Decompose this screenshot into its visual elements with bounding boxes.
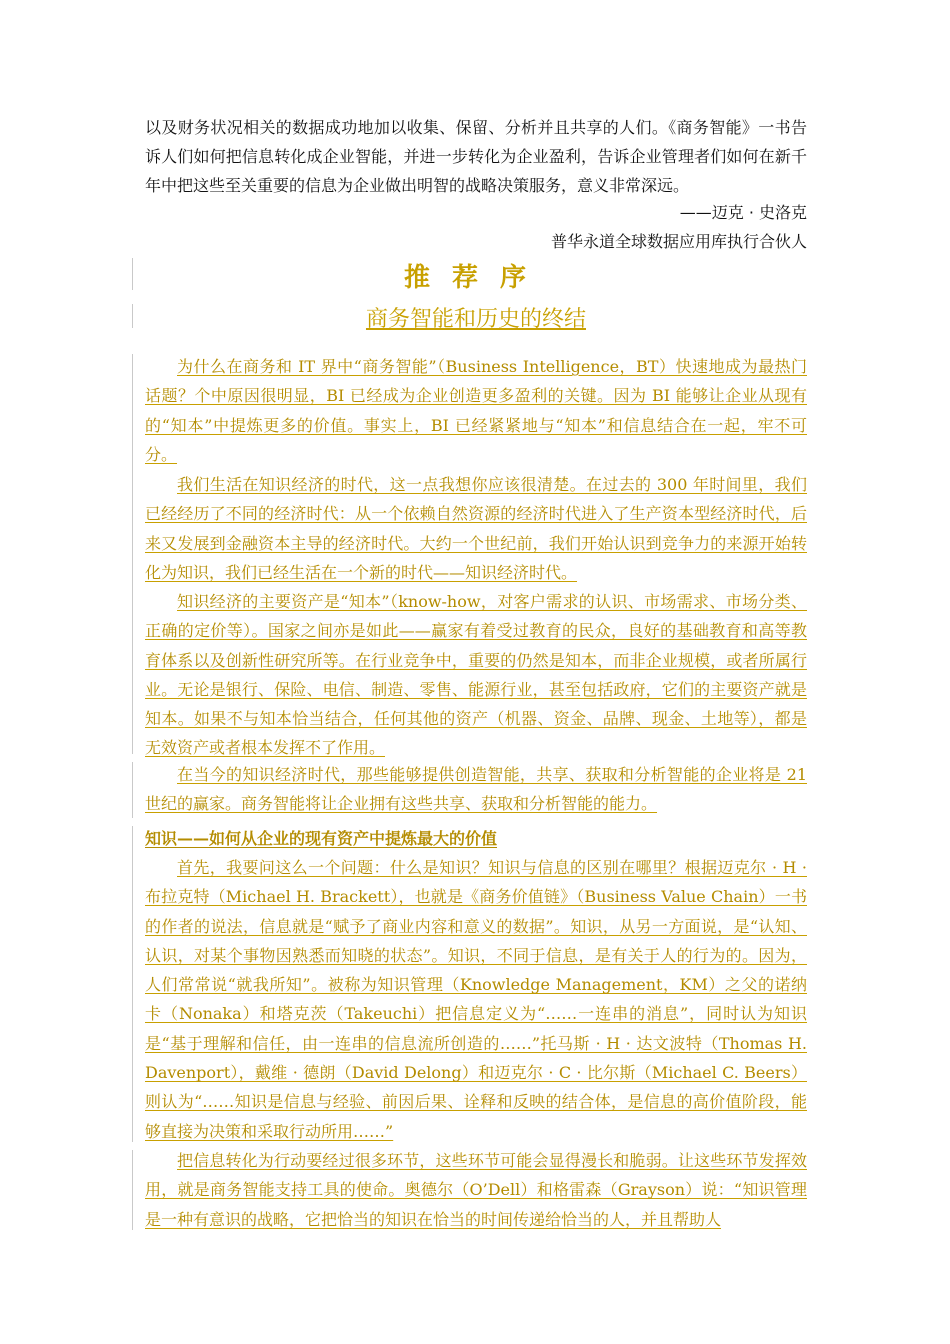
section-subtitle: 商务智能和历史的终结 <box>365 307 586 332</box>
signature-name: ——迈克 · 史洛克 <box>679 203 807 222</box>
section-title: 推荐序 <box>403 263 548 293</box>
paragraph-6: 把信息转化为行动要经过很多环节，这些环节可能会显得漫长和脆弱。让这些环节发挥效用，就是商务智能支持工具的使命。奥德尔（O’Dell）和格雷森（Grayson）说：“知识管理是一种有意识的战略，它把恰当的知识在恰当的时间传递给恰当的人，并且帮助人 <box>145 1151 807 1229</box>
intro-paragraph: 以及财务状况相关的数据成功地加以收集、保留、分析并且共享的人们。《商务智能》一书告诉人们如何把信息转化成企业智能，并进一步转化为企业盈利，告诉企业管理者们如何在新千年中把这些至关重要的信息为企业做出明智的战略决策服务，意义非常深远。 <box>145 118 807 195</box>
paragraph-5: 首先，我要问这么一个问题：什么是知识？知识与信息的区别在哪里？根据迈克尔 · H · 布拉克特（Michael H. Brackett），也就是《商务价值链》（Business Value Chain）一书的作者的说法，信息就是“赋予了商业内容和意义的数据”。知识，从另一方面说，是“认知、认识，对某个事物因熟悉而知晓的状态”。知识，不同于信息，是有关于人的行为的。因为，人们常常说“就我所知”。被称为知识管理（Knowledge Management，KM）之父的诺纳卡（Nonaka）和塔克茨（Takeuchi）把信息定义为“……一连串的消息”，同时认为知识是“基于理解和信任，由一连串的信息流所创造的……”托马斯 · H · 达文波特（Thomas H. Davenport），戴维 · 德朗（David Delong）和迈克尔 · C · 比尔斯（Michael C. Beers）则认为“……知识是信息与经验、前因后果、诠释和反映的结合体，是信息的高价值阶段，能够直接为决策和采取行动所用……” <box>145 858 807 1141</box>
paragraph-3: 知识经济的主要资产是“知本”（know-how，对客户需求的认识、市场需求、市场分类、正确的定价等）。国家之间亦是如此——赢家有着受过教育的民众，良好的基础教育和高等教育体系以及创新性研究所等。在行业竞争中，重要的仍然是知本，而非企业规模，或者所属行业。无论是银行、保险、电信、制造、零售、能源行业，甚至包括政府，它们的主要资产就是知本。如果不与知本恰当结合，任何其他的资产（机器、资金、品牌、现金、土地等），都是无效资产或者根本发挥不了作用。 <box>145 592 807 758</box>
paragraph-4: 在当今的知识经济时代，那些能够提供创造智能，共享、获取和分析智能的企业将是 21 世纪的赢家。商务智能将让企业拥有这些共享、获取和分析智能的能力。 <box>145 765 807 814</box>
section-subheading: 知识——如何从企业的现有资产中提炼最大的价值 <box>145 829 498 848</box>
margin-bar <box>132 354 133 754</box>
margin-bar <box>132 258 133 290</box>
margin-bar <box>132 304 133 328</box>
margin-bar <box>132 826 133 1142</box>
margin-bar <box>132 1150 133 1230</box>
signature-title: 普华永道全球数据应用库执行合伙人 <box>550 232 807 251</box>
margin-bar <box>132 762 133 818</box>
paragraph-2: 我们生活在知识经济的时代，这一点我想你应该很清楚。在过去的 300 年时间里，我们已经经历了不同的经济时代：从一个依赖自然资源的经济时代进入了生产资本型经济时代，后来又发展到金融资本主导的经济时代。大约一个世纪前，我们开始认识到竞争力的来源开始转化为知识，我们已经生活在一个新的时代——知识经济时代。 <box>145 475 807 582</box>
paragraph-1: 为什么在商务和 IT 界中“商务智能”（Business Intelligence，BT）快速地成为最热门话题？个中原因很明显，BI 已经成为企业创造更多盈利的关键。因为 BI 能够让企业从现有的“知本”中提炼更多的价值。事实上，BI 已经紧紧地与“知本”和信息结合在一起，牢不可分。 <box>145 357 807 464</box>
